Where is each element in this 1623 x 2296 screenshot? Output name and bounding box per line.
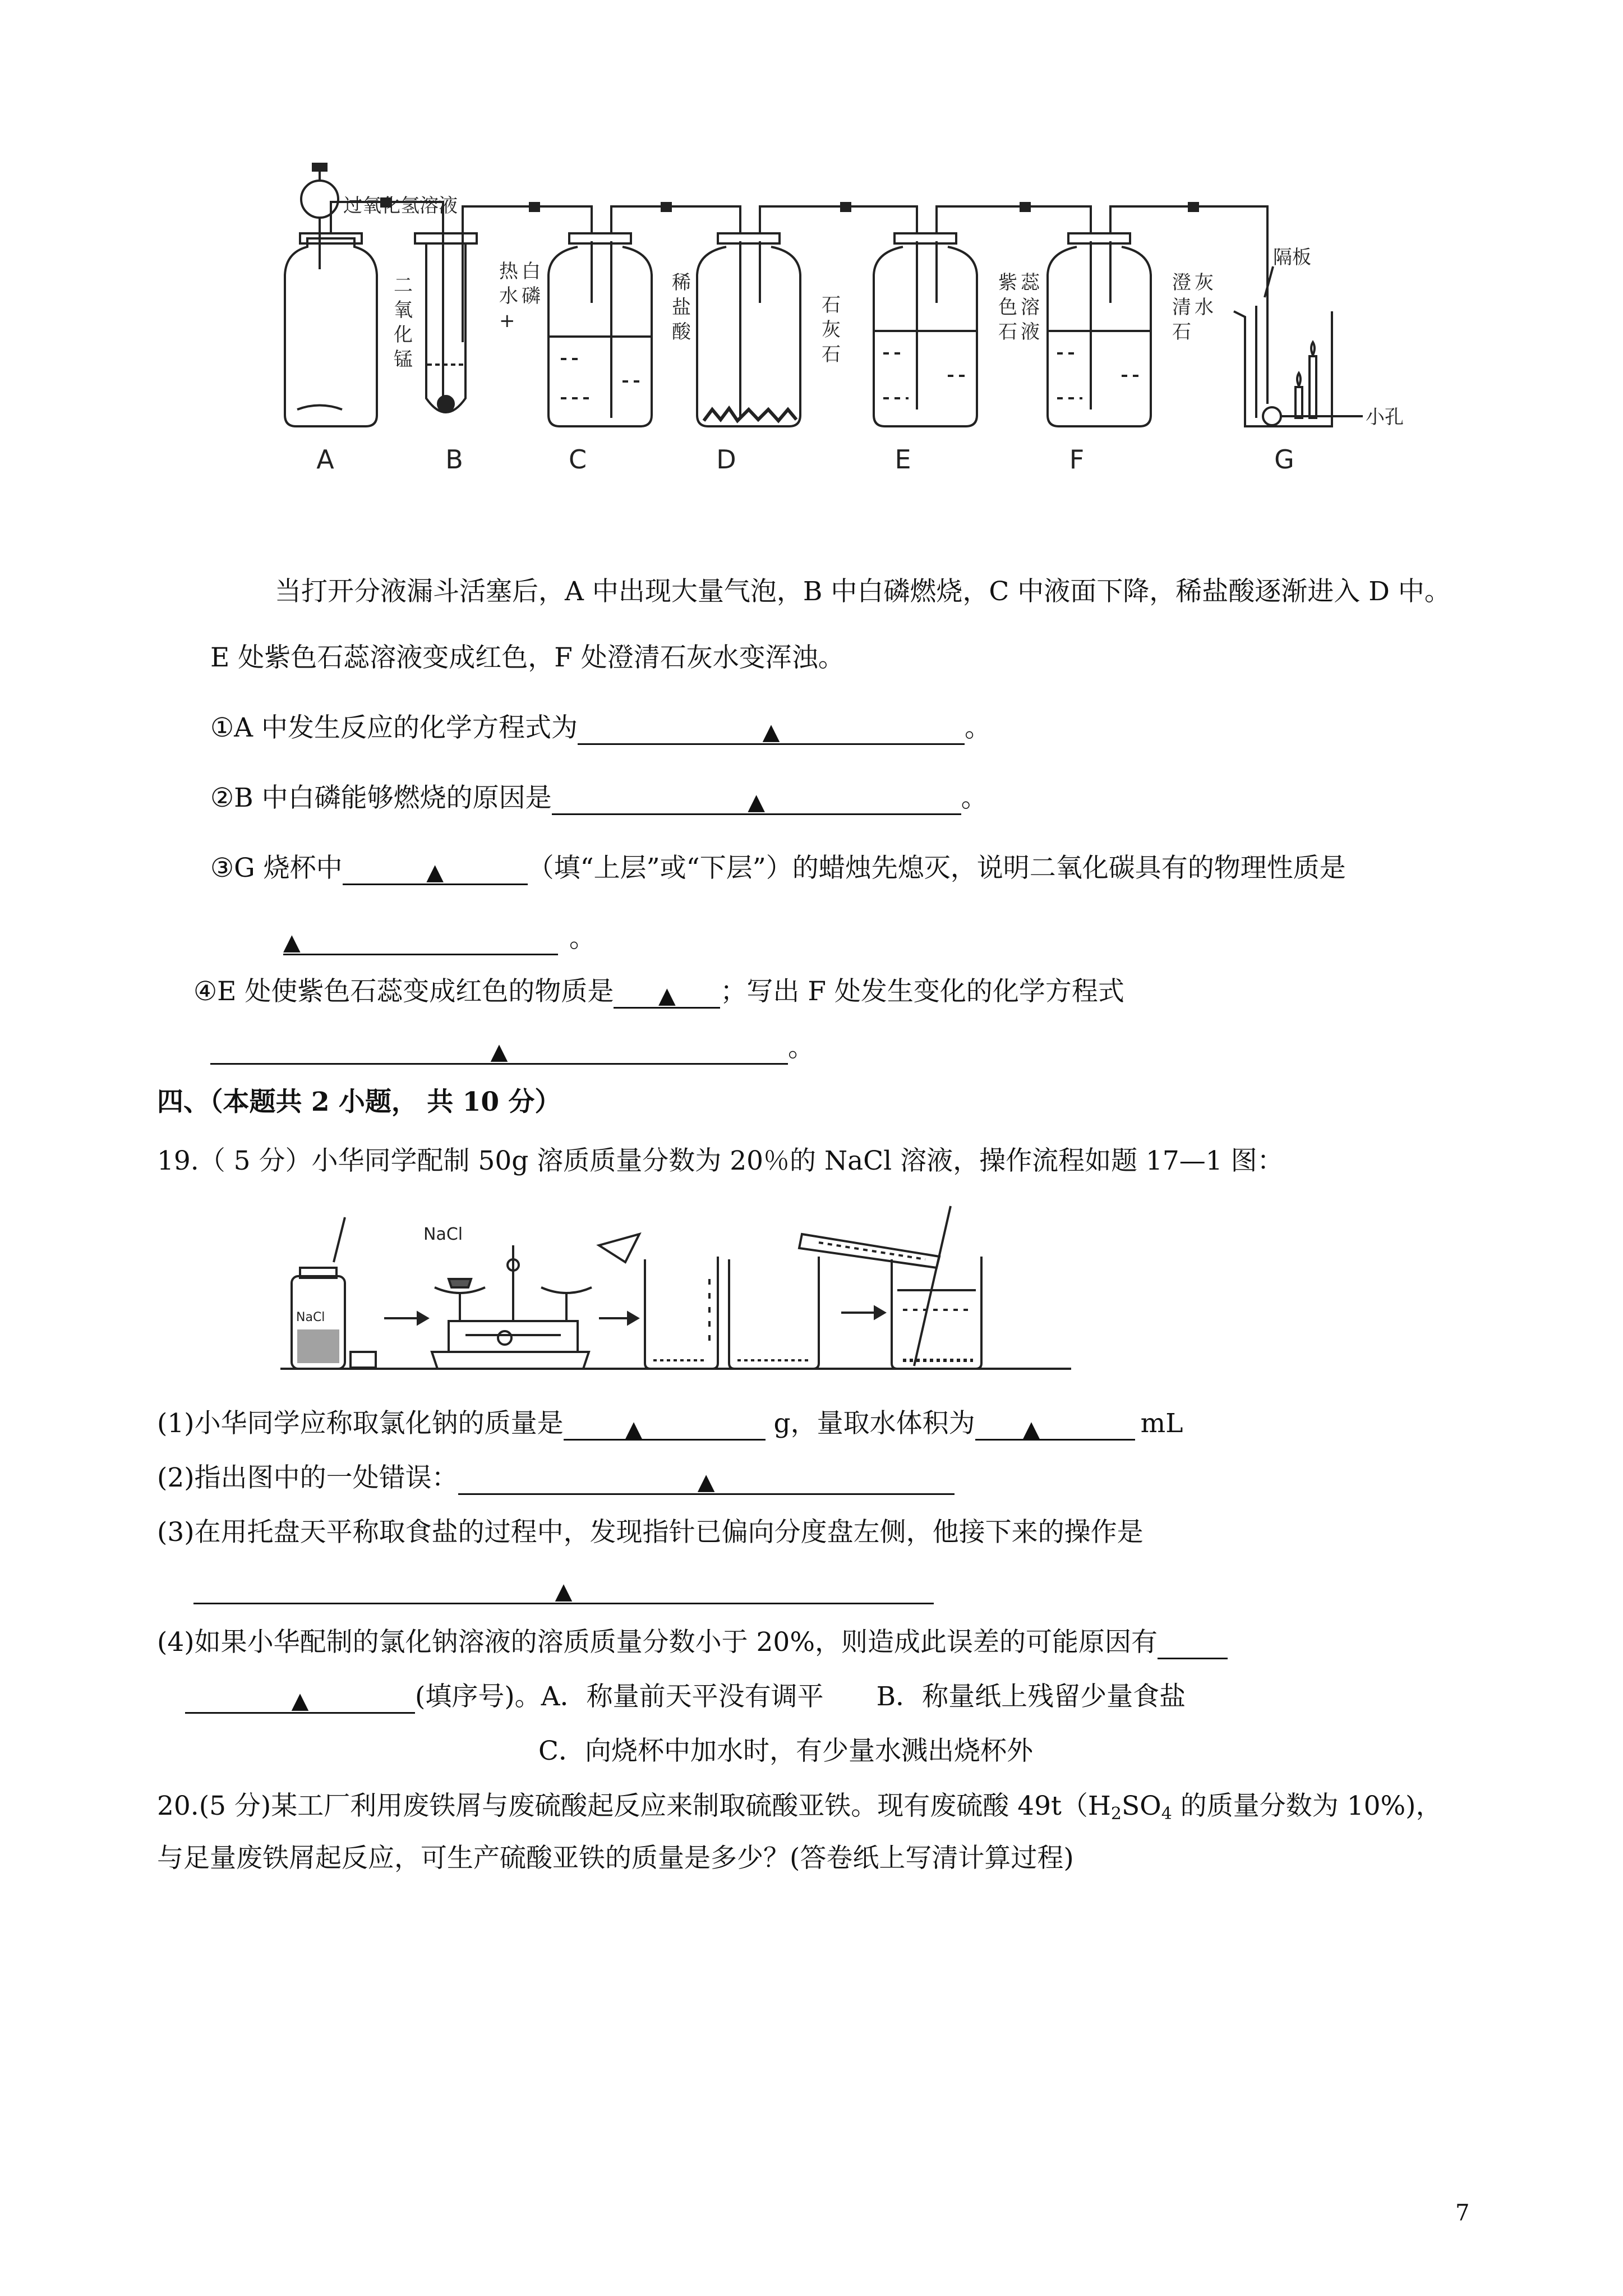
svg-text:酸: 酸 <box>672 321 691 343</box>
q18-item4-blank1[interactable] <box>614 978 720 1009</box>
svg-text:液: 液 <box>1021 321 1040 343</box>
svg-text:石: 石 <box>822 343 841 366</box>
period: 。 <box>965 712 992 743</box>
q18-item3-blank2[interactable] <box>283 924 558 955</box>
apparatus-letter-d: D <box>716 444 736 475</box>
q18-item2-blank[interactable] <box>552 784 961 815</box>
q20-sub4: 4 <box>1161 1804 1172 1824</box>
q19-reason-blank-start[interactable] <box>1158 1628 1228 1659</box>
q18-item3-blank1[interactable] <box>343 854 528 885</box>
answer-marker: ▲ <box>426 859 444 885</box>
q18-intro-line2: E 处紫色石蕊溶液变成红色，F 处澄清石灰水变浑浊。 <box>210 642 845 673</box>
q18-item2 <box>210 781 988 815</box>
answer-marker: ▲ <box>1022 1416 1040 1442</box>
q18-item3-prefix: ③G 烧杯中 <box>210 853 343 884</box>
apparatus-letter-a: A <box>316 444 334 475</box>
svg-text:石: 石 <box>1172 321 1191 343</box>
q19-reason-blank[interactable] <box>185 1683 415 1714</box>
q18-item4-suffix: ；写出 F 处发生变化的化学方程式 <box>720 976 1124 1007</box>
svg-text:石: 石 <box>998 321 1017 343</box>
q19-unit: mL <box>1140 1408 1183 1439</box>
apparatus-letter-c: C <box>568 444 587 475</box>
q20-text-b: SO <box>1121 1791 1161 1821</box>
svg-text:磷: 磷 <box>522 285 541 307</box>
q19-part1-prefix: (1)小华同学应称取氯化钠的质量是 <box>157 1408 564 1439</box>
balance <box>432 1245 592 1369</box>
q18-item1-blank[interactable] <box>578 714 965 745</box>
period: 。 <box>788 1032 814 1063</box>
q19-volume-blank[interactable] <box>975 1411 1135 1441</box>
hole-label: 小孔 <box>1366 406 1404 429</box>
svg-text:石: 石 <box>822 294 841 316</box>
svg-text:水: 水 <box>1195 296 1214 319</box>
q20-line1 <box>157 1789 1442 1831</box>
svg-text:水: 水 <box>499 285 518 307</box>
svg-text:溶: 溶 <box>1021 296 1040 319</box>
svg-text:盐: 盐 <box>672 296 691 319</box>
bottle-d <box>697 233 800 426</box>
svg-text:热: 热 <box>499 260 518 283</box>
q18-item4-prefix: ④E 处使紫色石蕊变成红色的物质是 <box>193 976 614 1007</box>
svg-text:蕊: 蕊 <box>1021 272 1040 294</box>
q18-item4-blank2[interactable] <box>210 1034 788 1065</box>
answer-marker: ▲ <box>625 1416 643 1442</box>
q20-line2: 与足量废铁屑起反应，可生产硫酸亚铁的质量是多少？(答卷纸上写清计算过程) <box>157 1843 1074 1874</box>
q18-item3 <box>210 852 1346 885</box>
apparatus-letter-e: E <box>895 444 911 475</box>
q18-item2-prefix: ②B 中白磷能够燃烧的原因是 <box>210 783 552 813</box>
svg-text:灰: 灰 <box>1195 272 1214 294</box>
bottle-f <box>1048 233 1151 426</box>
q18-intro-line1: 当打开分液漏斗活塞后，A 中出现大量气泡，B 中白磷燃烧，C 中液面下降，稀盐酸逐渐进入 D 中。 <box>275 576 1451 607</box>
svg-text:清: 清 <box>1172 296 1191 319</box>
svg-text:白: 白 <box>522 260 541 283</box>
apparatus-letter-g: G <box>1274 444 1294 475</box>
q19-part4 <box>157 1626 1228 1659</box>
q19-part4-cont <box>185 1680 1186 1714</box>
bottle-label-e <box>998 272 1040 343</box>
answer-marker: ▲ <box>697 1469 715 1495</box>
q19-part2 <box>157 1461 955 1495</box>
bottle-label-c <box>672 272 691 343</box>
svg-text:化: 化 <box>394 324 413 346</box>
svg-text:紫: 紫 <box>998 272 1017 294</box>
gas-apparatus-figure <box>247 163 1553 499</box>
apparatus-letter-b: B <box>445 444 463 475</box>
answer-marker: ▲ <box>283 930 301 955</box>
q19-part3-answer <box>193 1571 934 1604</box>
q19-part4-options: (填序号)。A．称量前天平没有调平 B．称量纸上残留少量食盐 <box>415 1681 1186 1712</box>
page-number: 7 <box>1455 2200 1470 2226</box>
bottle-e <box>874 233 977 426</box>
svg-text:灰: 灰 <box>822 319 841 341</box>
q20-sub2: 2 <box>1110 1804 1122 1824</box>
bottle-label-a <box>394 274 413 371</box>
nacl-balance-label: NaCl <box>423 1225 463 1244</box>
svg-text:+: + <box>499 310 515 332</box>
bottle-c <box>548 233 652 426</box>
q19-part2-prefix: (2)指出图中的一处错误： <box>157 1462 458 1493</box>
q18-item1-prefix: ①A 中发生反应的化学方程式为 <box>210 712 578 743</box>
q19-part4-text: (4)如果小华配制的氯化钠溶液的溶质质量分数小于 20%，则造成此误差的可能原因有 <box>157 1627 1158 1658</box>
q19-mass-blank[interactable] <box>564 1411 766 1441</box>
svg-text:锰: 锰 <box>394 348 413 371</box>
bottle-label-d <box>822 294 841 366</box>
q18-item3-cont <box>283 922 596 955</box>
bottle-label-f <box>1172 272 1214 343</box>
apparatus-letter-f: F <box>1069 444 1085 475</box>
q19-part1-mid: g，量取水体积为 <box>773 1408 975 1439</box>
q19-error-blank[interactable] <box>458 1464 955 1495</box>
q20-text-a: 20.(5 分)某工厂利用废铁屑与废硫酸起反应来制取硫酸亚铁。现有废硫酸 49t（H <box>157 1791 1111 1821</box>
q18-item3-suffix: （填“上层”或“下层”）的蜡烛先熄灭，说明二氧化碳具有的物理性质是 <box>527 853 1346 884</box>
answer-marker: ▲ <box>291 1688 309 1714</box>
svg-text:稀: 稀 <box>672 272 691 294</box>
funnel-label: 过氧化氢溶液 <box>343 195 458 217</box>
beaker-g <box>1234 266 1363 426</box>
svg-text:二: 二 <box>394 274 413 297</box>
solution-prep-figure <box>280 1200 1077 1391</box>
q19-part3: (3)在用托盘天平称取食盐的过程中，发现指针已偏向分度盘左侧，他接下来的操作是 <box>157 1517 1144 1548</box>
period: 。 <box>569 923 596 954</box>
partition-label: 隔板 <box>1273 246 1311 269</box>
q18-item1 <box>210 711 991 745</box>
bottle-label-b <box>499 260 541 332</box>
svg-text:氧: 氧 <box>394 299 413 321</box>
q19-part1 <box>157 1407 1183 1441</box>
q18-item4-cont <box>210 1031 814 1065</box>
answer-marker: ▲ <box>658 983 676 1009</box>
section4-heading: 四、（本题共 2 小题， 共 10 分） <box>157 1087 561 1117</box>
answer-marker: ▲ <box>555 1579 573 1604</box>
q19-stem: 19.（ 5 分）小华同学配制 50g 溶质质量分数为 20％的 NaCl 溶液，操作流程如题 17—1 图： <box>157 1145 1284 1176</box>
answer-marker: ▲ <box>748 789 765 815</box>
svg-text:澄: 澄 <box>1172 272 1191 294</box>
answer-marker: ▲ <box>490 1039 508 1065</box>
answer-marker: ▲ <box>762 719 780 745</box>
q20-text-c: 的质量分数为 10%)， <box>1172 1791 1442 1821</box>
q18-item4 <box>193 975 1124 1009</box>
tube-b <box>415 230 477 412</box>
nacl-jar-label: NaCl <box>296 1310 325 1324</box>
q19-option-c: C．向烧杯中加水时，有少量水溅出烧杯外 <box>538 1736 1033 1766</box>
period: 。 <box>961 783 988 813</box>
svg-text:色: 色 <box>998 296 1017 319</box>
q19-operation-blank[interactable] <box>193 1573 934 1604</box>
